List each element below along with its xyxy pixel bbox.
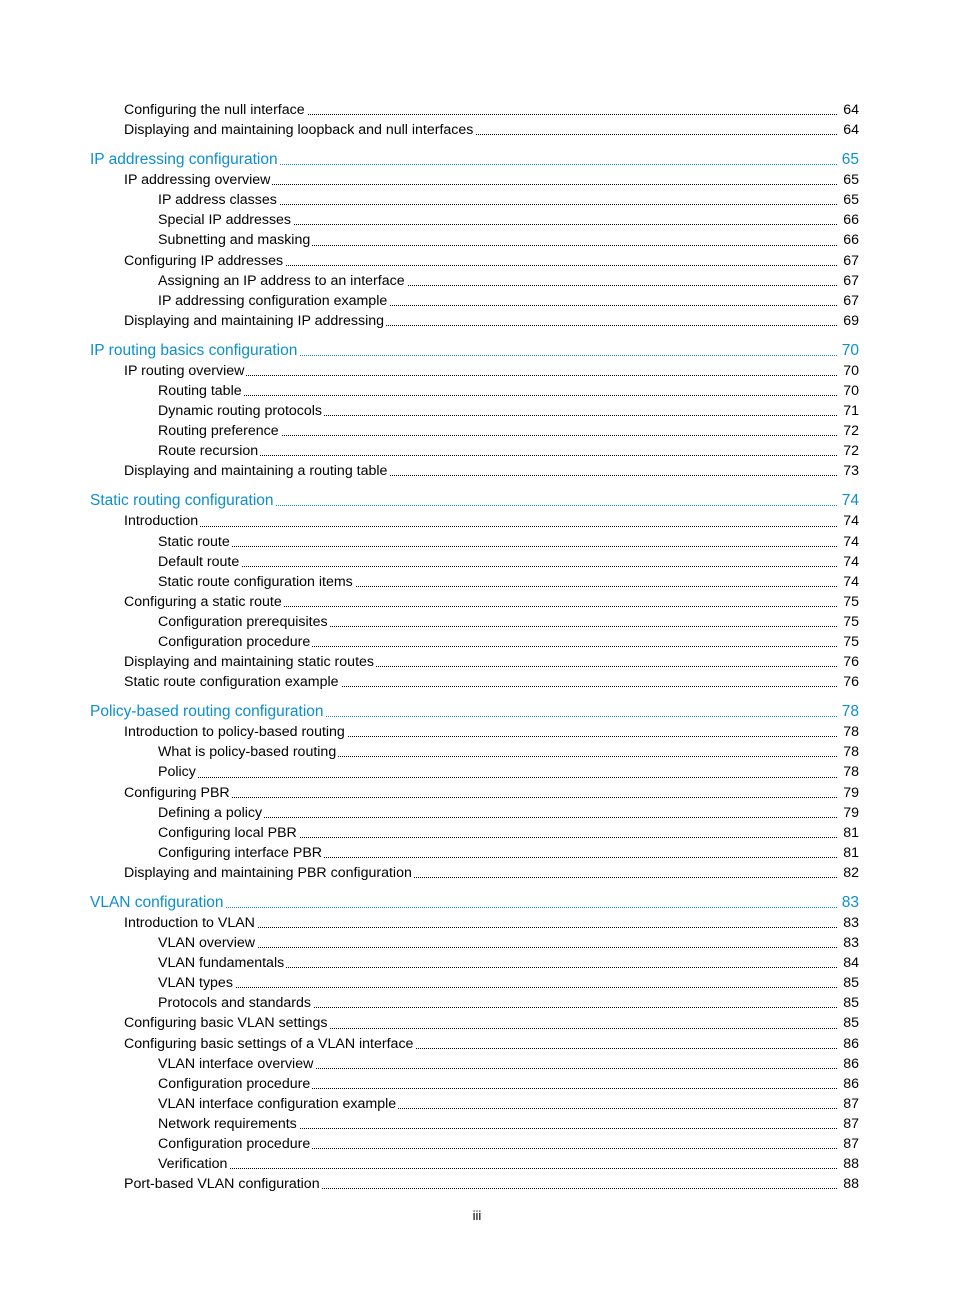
toc-dot-leader [124, 672, 837, 692]
toc-entry-page[interactable]: 67 [843, 292, 859, 309]
toc-section-entry[interactable] [124, 783, 954, 803]
toc-chapter-entry[interactable] [90, 702, 954, 722]
toc-section-entry[interactable] [158, 612, 954, 632]
toc-entry-title[interactable]: Routing preference [158, 423, 279, 440]
toc-dot-leader [158, 632, 837, 652]
toc-entry-page[interactable]: 76 [843, 654, 859, 671]
toc-section-entry[interactable] [158, 532, 954, 552]
toc-entry-title[interactable]: VLAN interface configuration example [158, 1095, 397, 1112]
toc-chapter-entry[interactable] [90, 150, 954, 170]
toc-section-entry[interactable] [158, 973, 954, 993]
toc-entry-page[interactable]: 78 [843, 764, 859, 781]
toc-dot-leader [158, 552, 837, 572]
toc-entry-title[interactable]: VLAN fundamentals [158, 955, 285, 972]
toc-section-entry[interactable] [124, 511, 954, 531]
toc-entry-title[interactable]: Configuring IP addresses [124, 252, 284, 269]
toc-entry-page[interactable]: 73 [843, 463, 859, 480]
toc-dot-leader [158, 291, 837, 311]
toc-section-entry[interactable] [124, 863, 954, 883]
toc-entry-page[interactable]: 76 [843, 674, 859, 691]
toc-entry-title[interactable]: Port-based VLAN configuration [124, 1176, 320, 1193]
toc-dot-leader [158, 953, 837, 973]
toc-entry-title[interactable]: Configuring interface PBR [158, 844, 323, 861]
toc-entry-page[interactable]: 75 [843, 634, 859, 651]
toc-entry-page[interactable]: 88 [843, 1176, 859, 1193]
toc-section-entry[interactable] [158, 1074, 954, 1094]
toc-section-entry[interactable] [124, 461, 954, 481]
toc-entry-title[interactable]: IP addressing configuration example [158, 292, 388, 309]
toc-dot-leader [158, 823, 837, 843]
toc-section-entry[interactable] [124, 913, 954, 933]
toc-section-entry[interactable] [124, 1034, 954, 1054]
toc-entry-title[interactable]: Network requirements [158, 1115, 297, 1132]
toc-dot-leader [124, 592, 837, 612]
toc-entry-page[interactable]: 87 [843, 1115, 859, 1132]
toc-section-entry[interactable] [158, 401, 954, 421]
toc-section-entry[interactable] [158, 933, 954, 953]
toc-dot-leader [124, 511, 837, 531]
toc-section-entry[interactable] [158, 1134, 954, 1154]
toc-entry-page[interactable]: 78 [843, 724, 859, 741]
toc-dot-leader [124, 1034, 837, 1054]
toc-dot-leader [158, 230, 837, 250]
toc-entry-title[interactable]: Displaying and maintaining static routes [124, 654, 374, 671]
toc-dot-leader [158, 742, 837, 762]
toc-entry-page[interactable]: 74 [841, 492, 859, 510]
toc-entry-title[interactable]: Route recursion [158, 443, 259, 460]
toc-section-entry[interactable] [124, 361, 954, 381]
toc-section-entry[interactable] [158, 1114, 954, 1134]
toc-entry-title[interactable]: Configuring basic settings of a VLAN interface [124, 1035, 414, 1052]
toc-section-entry[interactable] [124, 251, 954, 271]
toc-entry-title[interactable]: VLAN overview [158, 935, 255, 952]
toc-section-entry[interactable] [124, 170, 954, 190]
toc-section-entry[interactable] [158, 1154, 954, 1174]
toc-entry-title[interactable]: Special IP addresses [158, 212, 292, 229]
toc-entry-page[interactable]: 83 [841, 893, 859, 911]
toc-section-entry[interactable] [158, 572, 954, 592]
toc-section-entry[interactable] [158, 762, 954, 782]
toc-dot-leader [158, 762, 837, 782]
toc-entry-page[interactable]: 66 [843, 232, 859, 249]
toc-dot-leader [158, 1114, 837, 1134]
toc-section-entry[interactable] [158, 823, 954, 843]
toc-entry-title[interactable]: Protocols and standards [158, 995, 312, 1012]
toc-section-entry[interactable] [124, 120, 954, 140]
toc-entry-title[interactable]: Assigning an IP address to an interface [158, 272, 405, 289]
toc-section-entry[interactable] [124, 1174, 954, 1194]
toc-section-entry[interactable] [158, 381, 954, 401]
toc-dot-leader [158, 1074, 837, 1094]
toc-entry-page[interactable]: 83 [843, 935, 859, 952]
toc-section-entry[interactable] [158, 953, 954, 973]
toc-entry-page[interactable]: 71 [843, 403, 859, 420]
toc-entry-title[interactable]: Subnetting and masking [158, 232, 311, 249]
toc-section-entry[interactable] [124, 652, 954, 672]
toc-entry-page[interactable]: 79 [843, 784, 859, 801]
toc-dot-leader [124, 722, 837, 742]
toc-section-entry[interactable] [124, 592, 954, 612]
toc-entry-title[interactable]: Dynamic routing protocols [158, 403, 323, 420]
toc-entry-title[interactable]: Policy-based routing configuration [90, 703, 324, 721]
toc-entry-page[interactable]: 70 [841, 341, 859, 359]
toc-section-entry[interactable] [158, 291, 954, 311]
toc-dot-leader [158, 993, 837, 1013]
toc-entry-page[interactable]: 70 [843, 383, 859, 399]
toc-entry-page[interactable]: 83 [843, 915, 859, 932]
toc-entry-page[interactable]: 64 [843, 122, 859, 139]
toc-entry-title[interactable]: Default route [158, 553, 240, 570]
toc-dot-leader [124, 913, 837, 933]
toc-entry-page[interactable]: 85 [843, 995, 859, 1012]
toc-entry-page[interactable]: 85 [843, 975, 859, 992]
toc-entry-page[interactable]: 74 [843, 533, 859, 550]
toc-dot-leader [90, 893, 837, 913]
toc-entry-page[interactable]: 69 [843, 312, 859, 329]
toc-dot-leader [158, 1094, 837, 1114]
toc-dot-leader [90, 491, 837, 511]
toc-entry-title[interactable]: Static route configuration example [124, 674, 339, 691]
toc-entry-page[interactable]: 75 [843, 593, 859, 610]
table-of-contents [0, 100, 954, 1194]
toc-chapter-entry[interactable] [90, 893, 954, 913]
toc-entry-title[interactable]: IP addressing overview [124, 172, 271, 189]
toc-entry-page[interactable]: 84 [843, 955, 859, 972]
toc-entry-title[interactable]: Introduction to policy-based routing [124, 724, 345, 741]
toc-section-entry[interactable] [158, 803, 954, 823]
toc-dot-leader [124, 652, 837, 672]
toc-dot-leader [124, 311, 837, 331]
toc-dot-leader [158, 973, 837, 993]
toc-entry-page[interactable]: 79 [843, 804, 859, 821]
toc-dot-leader [124, 100, 837, 120]
toc-entry-title[interactable]: Configuration procedure [158, 634, 311, 651]
toc-section-entry[interactable] [158, 552, 954, 572]
toc-entry-page[interactable]: 70 [843, 362, 859, 379]
toc-dot-leader [158, 441, 837, 461]
toc-entry-title[interactable]: Routing table [158, 383, 242, 399]
toc-section-entry[interactable] [124, 1013, 954, 1033]
toc-dot-leader [158, 381, 837, 401]
toc-entry-title[interactable]: Static routing configuration [90, 492, 274, 510]
toc-section-entry[interactable] [124, 672, 954, 692]
toc-dot-leader [124, 251, 837, 271]
toc-dot-leader [158, 190, 837, 210]
toc-section-entry[interactable] [158, 1054, 954, 1074]
toc-entry-title[interactable]: Configuration prerequisites [158, 613, 328, 630]
toc-entry-page[interactable]: 72 [843, 423, 859, 440]
toc-entry-title[interactable]: Defining a policy [158, 804, 263, 821]
toc-entry-page[interactable]: 67 [843, 272, 859, 289]
toc-entry-page[interactable]: 65 [843, 172, 859, 189]
toc-entry-title[interactable]: Displaying and maintaining loopback and null interfaces [124, 122, 474, 139]
toc-entry-title[interactable]: Displaying and maintaining PBR configuration [124, 864, 412, 881]
toc-entry-page[interactable]: 88 [843, 1156, 859, 1173]
toc-entry-title[interactable]: Configuring basic VLAN settings [124, 1015, 328, 1032]
toc-entry-title[interactable]: Displaying and maintaining IP addressing [124, 312, 385, 329]
toc-dot-leader [158, 210, 837, 230]
toc-entry-title[interactable]: Introduction [124, 513, 199, 530]
toc-dot-leader [158, 532, 837, 552]
toc-entry-page[interactable]: 86 [843, 1075, 859, 1092]
toc-dot-leader [124, 783, 837, 803]
toc-entry-page[interactable]: 82 [843, 864, 859, 881]
toc-entry-title[interactable]: IP addressing configuration [90, 151, 278, 169]
toc-entry-page[interactable]: 65 [843, 192, 859, 209]
toc-dot-leader [124, 1013, 837, 1033]
toc-dot-leader [90, 150, 837, 170]
toc-section-entry[interactable] [158, 441, 954, 461]
toc-entry-page[interactable]: 74 [843, 553, 859, 570]
page-number: iii [472, 1208, 482, 1223]
toc-section-entry[interactable] [158, 993, 954, 1013]
toc-entry-page[interactable]: 78 [843, 744, 859, 761]
toc-entry-page[interactable]: 65 [841, 151, 859, 169]
toc-entry-page[interactable]: 81 [843, 824, 859, 841]
toc-entry-title[interactable]: IP address classes [158, 192, 277, 209]
toc-entry-title[interactable]: Static route configuration items [158, 573, 353, 590]
toc-dot-leader [158, 612, 837, 632]
toc-dot-leader [158, 933, 837, 953]
toc-section-entry[interactable] [158, 1094, 954, 1114]
toc-dot-leader [124, 170, 837, 190]
toc-section-entry[interactable] [158, 271, 954, 291]
toc-entry-title[interactable]: Displaying and maintaining a routing table [124, 463, 388, 480]
toc-section-entry[interactable] [158, 190, 954, 210]
toc-dot-leader [90, 341, 837, 361]
toc-dot-leader [158, 572, 837, 592]
toc-section-entry[interactable] [158, 210, 954, 230]
toc-section-entry[interactable] [158, 421, 954, 441]
toc-entry-page[interactable]: 64 [843, 102, 859, 118]
toc-dot-leader [124, 361, 837, 381]
toc-dot-leader [124, 863, 837, 883]
toc-entry-title[interactable]: Verification [158, 1156, 228, 1173]
toc-dot-leader [158, 1154, 837, 1174]
toc-entry-title[interactable]: Configuring a static route [124, 593, 282, 610]
toc-entry-title[interactable]: Configuring the null interface [124, 102, 305, 118]
toc-entry-title[interactable]: Introduction to VLAN [124, 915, 255, 932]
toc-dot-leader [158, 421, 837, 441]
toc-dot-leader [158, 271, 837, 291]
toc-section-entry[interactable] [158, 632, 954, 652]
toc-entry-title[interactable]: What is policy-based routing [158, 744, 337, 761]
toc-entry-page[interactable]: 75 [843, 613, 859, 630]
toc-dot-leader [124, 461, 837, 481]
toc-entry-title[interactable]: Policy [158, 764, 196, 781]
toc-dot-leader [158, 1054, 837, 1074]
toc-entry-page[interactable]: 74 [843, 573, 859, 590]
toc-dot-leader [158, 803, 837, 823]
toc-entry-title[interactable]: VLAN types [158, 975, 233, 992]
toc-entry-page[interactable]: 85 [843, 1015, 859, 1032]
toc-entry-page[interactable]: 86 [843, 1055, 859, 1072]
toc-entry-title[interactable]: VLAN configuration [90, 893, 224, 911]
toc-entry-page[interactable]: 87 [843, 1095, 859, 1112]
toc-section-entry[interactable] [158, 742, 954, 762]
toc-section-entry[interactable] [124, 722, 954, 742]
toc-entry-title[interactable]: Configuration procedure [158, 1075, 311, 1092]
toc-entry-page[interactable]: 67 [843, 252, 859, 269]
toc-entry-title[interactable]: Configuring PBR [124, 784, 230, 801]
toc-entry-title[interactable]: Configuring local PBR [158, 824, 297, 841]
toc-section-entry[interactable] [158, 230, 954, 250]
toc-entry-page[interactable]: 74 [843, 513, 859, 530]
toc-section-entry[interactable] [124, 311, 954, 331]
toc-entry-title[interactable]: IP routing basics configuration [90, 341, 298, 359]
toc-entry-page[interactable]: 66 [843, 212, 859, 229]
toc-chapter-entry[interactable] [90, 341, 954, 361]
toc-dot-leader [124, 1174, 837, 1194]
toc-section-entry[interactable] [124, 100, 954, 120]
toc-entry-page[interactable]: 86 [843, 1035, 859, 1052]
toc-entry-page[interactable]: 87 [843, 1136, 859, 1153]
toc-entry-title[interactable]: IP routing overview [124, 362, 245, 379]
toc-entry-title[interactable]: VLAN interface overview [158, 1055, 314, 1072]
toc-dot-leader [90, 702, 837, 722]
toc-entry-title[interactable]: Configuration procedure [158, 1136, 311, 1153]
toc-chapter-entry[interactable] [90, 491, 954, 511]
toc-dot-leader [124, 120, 837, 140]
toc-entry-page[interactable]: 72 [843, 443, 859, 460]
toc-dot-leader [158, 401, 837, 421]
toc-entry-title[interactable]: Static route [158, 533, 230, 550]
toc-dot-leader [158, 1134, 837, 1154]
toc-dot-leader [158, 843, 837, 863]
toc-section-entry[interactable] [158, 843, 954, 863]
toc-entry-page[interactable]: 81 [843, 844, 859, 861]
toc-entry-page[interactable]: 78 [841, 703, 859, 721]
